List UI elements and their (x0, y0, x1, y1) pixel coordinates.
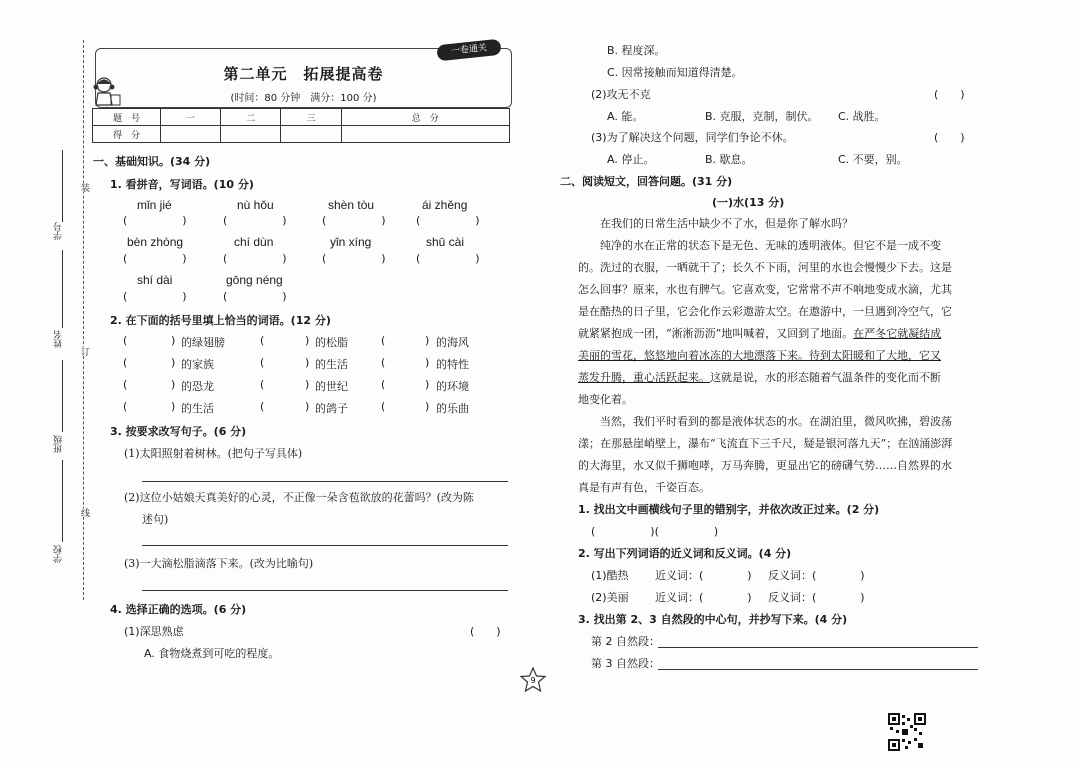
bracket-open[interactable]: ( (260, 400, 265, 413)
pinyin: bèn zhòng (127, 235, 184, 249)
q4-item-1: (1)深思熟虑 (124, 625, 184, 638)
passage-text: 就紧紧抱成一团，“淅淅沥沥”地叫喊着，又回到了地面。 (578, 327, 854, 340)
bracket-open[interactable]: ( (260, 334, 265, 347)
pinyin: shèn tòu (328, 198, 375, 212)
exam-time-score: (时间：80 分钟 满分：100 分) (230, 93, 377, 104)
answer-bracket[interactable]: ( ) (223, 252, 287, 265)
qr-code-icon (888, 713, 926, 751)
score-input[interactable] (221, 126, 281, 143)
bracket-close: ) (425, 334, 430, 347)
bracket-open[interactable]: ( (381, 356, 386, 369)
pinyin: shū cài (426, 235, 465, 249)
pinyin: ái zhěng (422, 198, 468, 212)
fill-phrase: 的生活 (315, 358, 348, 371)
score-table (92, 108, 510, 143)
bracket-close: ) (305, 378, 310, 391)
passage-line: 的大海里，水又似千狮咆哮，万马奔腾，更显出它的磅礴气势……自然界的水 (578, 459, 952, 472)
bracket-close: ) (171, 356, 176, 369)
reading-q1: 1. 找出文中画横线句子里的错别字，并依次改正过来。(2 分) (578, 503, 880, 516)
page-number: 9 (530, 676, 536, 685)
cut-mark-ding: 订 (79, 347, 89, 356)
answer-bracket[interactable]: ( ) (416, 252, 480, 265)
answer-bracket[interactable]: ( ) (223, 290, 287, 303)
fill-phrase: 的鸽子 (315, 402, 348, 415)
field-student-id (62, 150, 63, 222)
answer-line[interactable] (142, 590, 508, 591)
bracket-open[interactable]: ( (123, 400, 128, 413)
score-input[interactable] (281, 126, 341, 143)
pinyin: shí dài (137, 273, 173, 287)
pinyin: mǐn jié (137, 198, 172, 212)
pinyin: nù hǒu (237, 198, 274, 212)
passage-line: 漾；在那悬崖峭壁上，瀑布“飞流直下三千尺，疑是银河落九天”；在汹涌澎湃 (578, 437, 953, 450)
fill-phrase: 的世纪 (315, 380, 348, 393)
passage-line (578, 325, 941, 341)
label-student-id: 学号 (54, 222, 64, 240)
synonym-field[interactable]: 近义词：( ) (655, 591, 752, 604)
bracket-open[interactable]: ( (123, 378, 128, 391)
passage-line (578, 369, 941, 385)
fill-phrase: 的恐龙 (181, 380, 214, 393)
passage-line: 怎么回事？原来，水也有脾气。它喜欢变，它常常不声不响地变成水滴，尤其 (578, 283, 952, 296)
bracket-close: ) (171, 334, 176, 347)
passage-line: 是在酷热的日子里，它会化作云彩遨游太空。在遨游中，一旦遇到冷空气，它 (578, 305, 952, 318)
underlined-sentence: 蒸发升腾，重心活跃起来。 (578, 371, 710, 384)
word-label: (2)美丽 (591, 591, 629, 604)
q1-title: 1. 看拼音，写词语。(10 分) (110, 178, 254, 191)
label-class: 班级 (54, 435, 64, 453)
q4-item-2: (2)攻无不克 (591, 88, 651, 101)
q4-title: 4. 选择正确的选项。(6 分) (110, 603, 247, 616)
brand-logo: 一卷通关 (436, 39, 501, 62)
fill-phrase: 的松脂 (315, 336, 348, 349)
answer-bracket[interactable]: ( ) (123, 214, 187, 227)
q4-item-2-option-a[interactable]: A. 能。 (607, 110, 644, 123)
page-number-star (518, 667, 548, 693)
fill-phrase: 的环境 (436, 380, 469, 393)
bracket-close: ) (171, 378, 176, 391)
answer-line[interactable] (142, 545, 508, 546)
q4-item-3: (3)为了解决这个问题，同学们争论不休。 (591, 131, 794, 144)
bracket-close: ) (425, 400, 430, 413)
bracket-close: ) (171, 400, 176, 413)
score-value-row (93, 126, 510, 143)
bracket-open[interactable]: ( (123, 334, 128, 347)
bracket-open[interactable]: ( (123, 356, 128, 369)
reading-q2: 2. 写出下列词语的近义词和反义词。(4 分) (578, 547, 792, 560)
cut-mark-xian: 线 (79, 508, 89, 517)
answer-bracket[interactable]: ( ) (223, 214, 287, 227)
para3-label: 第 3 自然段： (591, 657, 660, 670)
q4-item-1-option-a[interactable]: A. 食物烧煮到可吃的程度。 (144, 647, 280, 660)
bracket-open[interactable]: ( (260, 378, 265, 391)
q4-item-3-option-c[interactable]: C. 不要，别。 (838, 153, 908, 166)
bracket-close: ) (425, 356, 430, 369)
field-school (62, 460, 63, 542)
label-name: 姓名 (54, 330, 64, 348)
passage-line: 纯净的水在正常的状态下是无色、无味的透明液体。但它不是一成不变 (600, 239, 941, 252)
q3-sentence-2b: 述句) (142, 513, 169, 526)
q4-item-1-option-b[interactable]: B. 程度深。 (607, 44, 666, 57)
q4-item-3-option-b[interactable]: B. 歇息。 (705, 153, 753, 166)
pinyin: gōng néng (226, 273, 283, 287)
word-label: (1)酷热 (591, 569, 629, 582)
q3-sentence-1: (1)太阳照射着树林。(把句子写具体) (124, 447, 303, 460)
bracket-close: ) (305, 400, 310, 413)
answer-brackets[interactable]: ( )( ) (591, 525, 719, 538)
q2-title: 2. 在下面的括号里填上恰当的词语。(12 分) (110, 314, 331, 327)
bracket-open[interactable]: ( (260, 356, 265, 369)
passage-text: 这就是说，水的形态随着气温条件的变化而不断 (710, 371, 941, 384)
bracket-close: ) (305, 356, 310, 369)
q4-item-2-option-c[interactable]: C. 战胜。 (838, 110, 886, 123)
answer-bracket[interactable]: ( ) (322, 252, 386, 265)
q4-item-2-option-b[interactable]: B. 克服，克制，制伏。 (705, 110, 819, 123)
q4-item-3-option-a[interactable]: A. 停止。 (607, 153, 655, 166)
section2-title: 二、阅读短文，回答问题。(31 分) (560, 175, 733, 188)
underlined-sentence: 在严冬它就凝结成 (853, 327, 942, 340)
answer-line[interactable] (142, 481, 508, 482)
underlined-sentence: 美丽的雪花，悠悠地向着冰冻的大地漂落下来。待到太阳暖和了大地，它又 (578, 349, 941, 362)
answer-paren[interactable]: ( ) (934, 88, 965, 101)
fill-phrase: 的特性 (436, 358, 469, 371)
girl-mascot-icon (92, 75, 122, 109)
bracket-open[interactable]: ( (381, 378, 386, 391)
score-cell: 题 号 (93, 109, 161, 126)
page-title: 第二单元 拓展提高卷 (223, 65, 384, 83)
score-input[interactable] (161, 126, 221, 143)
answer-paren[interactable]: ( ) (934, 131, 965, 144)
antonym-field[interactable]: 反义词：( ) (768, 569, 865, 582)
fill-phrase: 的海风 (436, 336, 469, 349)
answer-line[interactable] (658, 669, 978, 670)
pinyin: yǐn xíng (330, 235, 372, 249)
fill-phrase: 的生活 (181, 402, 214, 415)
synonym-field[interactable]: 近义词：( ) (655, 569, 752, 582)
answer-paren[interactable]: ( ) (470, 625, 501, 638)
score-header-row (93, 109, 510, 126)
para2-label: 第 2 自然段： (591, 635, 660, 648)
score-cell: 三 (281, 109, 341, 126)
bracket-open[interactable]: ( (381, 334, 386, 347)
passage-title: (一)水(13 分) (712, 196, 785, 209)
answer-line[interactable] (658, 647, 978, 648)
bracket-close: ) (305, 334, 310, 347)
score-cell: 得 分 (93, 126, 161, 143)
fill-phrase: 的乐曲 (436, 402, 469, 415)
answer-bracket[interactable]: ( ) (123, 290, 187, 303)
passage-line: 当然，我们平时看到的都是液体状态的水。在湖泊里，微风吹拂，碧波荡 (600, 415, 952, 428)
passage-line: 真是有声有色，千姿百态。 (578, 481, 710, 494)
score-input[interactable] (341, 126, 509, 143)
q3-sentence-3: (3)一大滴松脂滴落下来。(改为比喻句) (124, 557, 314, 570)
score-cell: 总 分 (341, 109, 509, 126)
q3-sentence-2a: (2)这位小姑娘天真美好的心灵，不正像一朵含苞欲放的花蕾吗？(改为陈 (124, 491, 474, 504)
passage-line: 地变化着。 (578, 393, 633, 406)
answer-bracket[interactable]: ( ) (123, 252, 187, 265)
answer-bracket[interactable]: ( ) (416, 214, 480, 227)
score-cell: 二 (221, 109, 281, 126)
bracket-close: ) (425, 378, 430, 391)
field-name (62, 250, 63, 328)
reading-q3: 3. 找出第 2、3 自然段的中心句，并抄写下来。(4 分) (578, 613, 848, 626)
pinyin: chí dùn (234, 235, 274, 249)
score-cell: 一 (161, 109, 221, 126)
cut-mark-zhuang: 装 (79, 183, 89, 192)
passage-line: 的。洗过的衣服，一晒就干了；长久不下雨，河里的水也会慢慢少下去。这是 (578, 261, 952, 274)
fill-phrase: 的家族 (181, 358, 214, 371)
answer-bracket[interactable]: ( ) (322, 214, 386, 227)
q4-item-1-option-c[interactable]: C. 因常接触而知道得清楚。 (607, 66, 743, 79)
field-class (62, 360, 63, 432)
passage-para-1: 在我们的日常生活中缺少不了水，但是你了解水吗？ (600, 217, 853, 230)
binding-margin (0, 0, 90, 763)
label-school: 学校 (54, 545, 64, 563)
antonym-field[interactable]: 反义词：( ) (768, 591, 865, 604)
bracket-open[interactable]: ( (381, 400, 386, 413)
q3-title: 3. 按要求改写句子。(6 分) (110, 425, 247, 438)
section1-title: 一、基础知识。(34 分) (93, 155, 211, 168)
fill-phrase: 的绿翅膀 (181, 336, 225, 349)
